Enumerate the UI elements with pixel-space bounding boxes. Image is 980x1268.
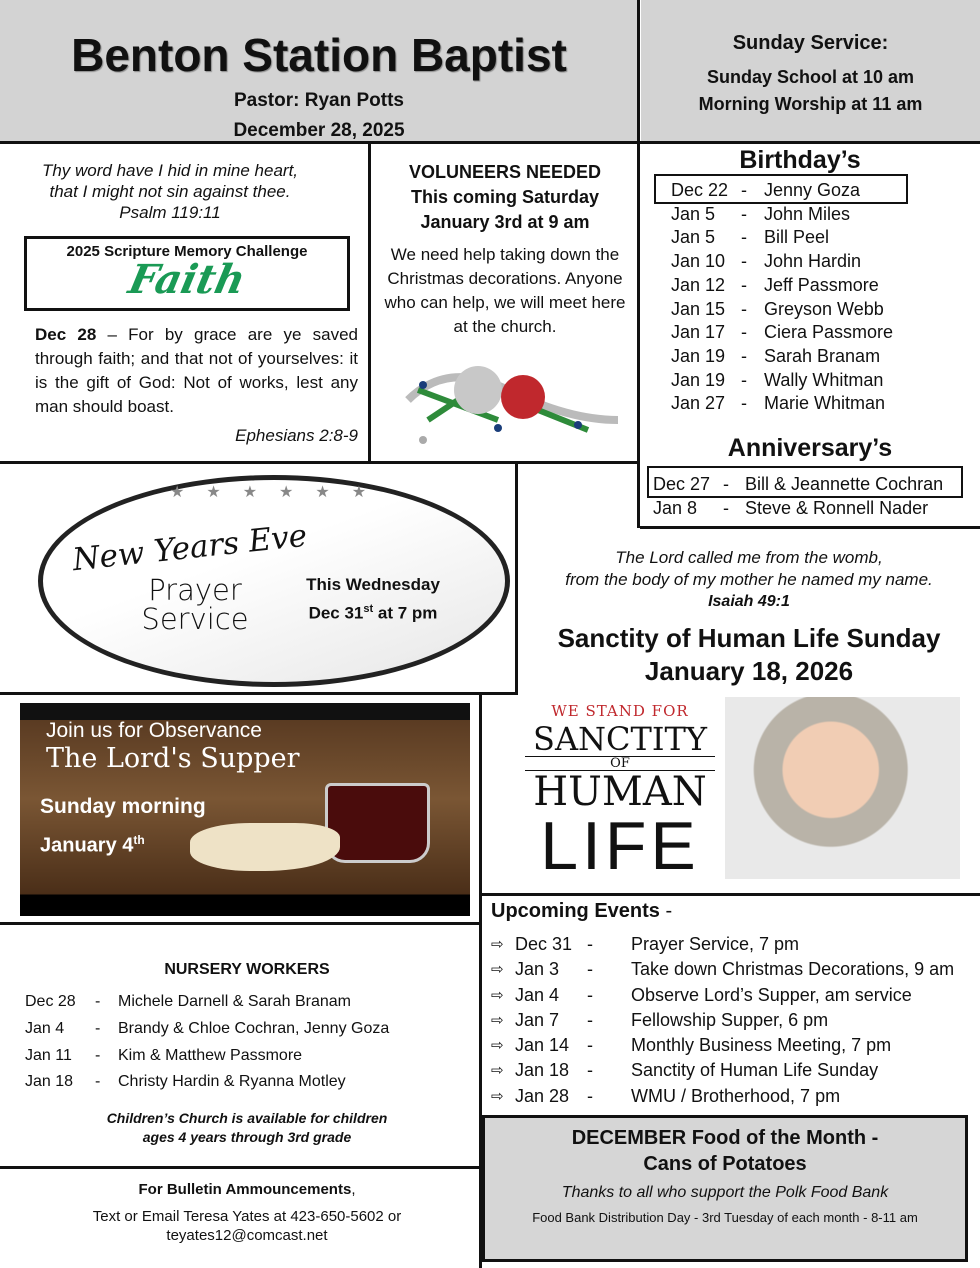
list-item <box>653 496 943 520</box>
list-item <box>491 932 954 957</box>
list-item <box>491 1058 954 1083</box>
list-item <box>671 345 893 369</box>
logo-of: OF <box>525 756 715 771</box>
list-item <box>653 472 943 496</box>
title-text: For Bulletin Ammouncements <box>138 1181 352 1198</box>
separator: - <box>741 274 747 295</box>
verse-line: Thy word have I hid in mine heart, <box>41 161 299 180</box>
separator: - <box>741 369 747 390</box>
date-suffix: th <box>133 833 145 847</box>
date-text: January 4 <box>40 834 134 857</box>
list-item <box>25 1043 389 1070</box>
service-times <box>641 0 980 141</box>
item-date: Jan 14 <box>515 1035 570 1056</box>
arrow-icon: ⇨ <box>491 1087 504 1105</box>
item-text: Brandy & Chloe Cochran, Jenny Goza <box>118 1019 390 1037</box>
verse-line: that I might not sin against thee. <box>49 182 291 201</box>
logo-human: HUMAN <box>533 769 707 815</box>
food-of-month <box>482 1115 968 1262</box>
divider <box>0 1166 480 1169</box>
sanctity-logo <box>515 702 725 884</box>
item-text: Marie Whitman <box>764 393 886 414</box>
item-date: Jan 28 <box>515 1085 570 1106</box>
date-text: Dec 31 <box>308 603 364 623</box>
prayer-service-title <box>120 573 270 636</box>
arrow-icon: ⇨ <box>491 1037 504 1055</box>
bread-icon <box>190 823 340 871</box>
church-title: Benton Station Baptist <box>71 29 567 81</box>
separator: - <box>741 251 747 272</box>
food-distribution: Food Bank Distribution Day - 3rd Tuesday of each month - 8-11 am <box>532 1210 918 1225</box>
list-item <box>671 226 893 250</box>
divider <box>0 922 480 925</box>
item-date: Jan 4 <box>515 984 560 1005</box>
divider <box>0 461 640 464</box>
item-text: John Miles <box>764 203 851 224</box>
item-text: Kim & Matthew Passmore <box>118 1046 303 1064</box>
separator: - <box>95 1046 101 1064</box>
lords-supper-image <box>20 703 470 916</box>
memory-challenge-box <box>24 236 350 311</box>
title-dash: - <box>659 900 673 922</box>
separator: - <box>587 984 593 1005</box>
nye-details <box>288 572 458 626</box>
birthday-list <box>671 179 893 416</box>
challenge-title: 2025 Scripture Memory Challenge <box>66 243 308 260</box>
item-text: Greyson Webb <box>764 298 884 319</box>
item-date: Jan 18 <box>515 1060 570 1081</box>
volunteers-day: This coming Saturday <box>410 187 600 207</box>
item-text: John Hardin <box>764 251 862 272</box>
bulletin-info <box>0 1180 494 1245</box>
cup-icon <box>325 783 430 863</box>
volunteers <box>372 160 638 339</box>
pastor: Pastor: Ryan Potts <box>234 90 404 111</box>
isaiah-line: The Lord called me from the womb, <box>615 548 883 567</box>
item-date: Jan 7 <box>515 1009 560 1030</box>
list-item <box>671 203 893 227</box>
item-date: Dec 31 <box>515 934 573 954</box>
item-text: Jenny Goza <box>764 180 861 200</box>
list-item <box>671 250 893 274</box>
item-date: Jan 4 <box>25 1019 65 1037</box>
list-item <box>671 369 893 393</box>
memory-text: – For by grace are ye saved through faith; and that not of yourselves: it is the gift of God: Not of works, lest any man should boast. <box>35 325 358 416</box>
item-text: Observe Lord’s Supper, am service <box>631 984 912 1005</box>
item-text: Fellowship Supper, 6 pm <box>631 1009 829 1030</box>
service-title: Sunday Service: <box>732 32 889 54</box>
supper-line3: Sunday morning <box>40 795 206 818</box>
events-list <box>491 932 954 1109</box>
separator: - <box>95 1019 101 1037</box>
isaiah-line: from the body of my mother he named my name. <box>565 570 933 589</box>
item-text: Jeff Passmore <box>764 274 879 295</box>
verse-ref: Psalm 119:11 <box>119 203 221 222</box>
separator: - <box>741 203 747 224</box>
upcoming-events <box>491 900 954 1109</box>
item-text: Christy Hardin & Ryanna Motley <box>118 1073 346 1091</box>
item-date: Jan 8 <box>653 498 698 518</box>
item-text: Sanctity of Human Life Sunday <box>631 1060 879 1081</box>
comma: , <box>351 1181 356 1198</box>
food-thanks: Thanks to all who support the Polk Food Bank <box>561 1184 889 1201</box>
isaiah-section <box>518 547 980 687</box>
separator: - <box>587 1035 593 1056</box>
supper-date <box>40 833 145 858</box>
nursery-list <box>25 989 389 1096</box>
logo-life: LIFE <box>540 808 700 884</box>
list-item <box>491 1008 954 1033</box>
supper-line2: The Lord's Supper <box>46 743 300 774</box>
arrow-icon: ⇨ <box>491 986 504 1004</box>
item-text: Wally Whitman <box>764 369 884 390</box>
arrow-icon: ⇨ <box>491 1062 504 1080</box>
arrow-icon: ⇨ <box>491 936 504 953</box>
bulletin-email: teyates12@comcast.net <box>166 1227 328 1244</box>
divider <box>368 142 371 464</box>
divider <box>0 141 980 144</box>
list-item <box>25 989 389 1016</box>
list-item <box>491 1033 954 1058</box>
separator: - <box>587 1009 593 1030</box>
list-item <box>671 298 893 322</box>
food-title: DECEMBER Food of the Month - <box>571 1127 879 1149</box>
item-text: Bill & Jeannette Cochran <box>745 474 944 494</box>
separator: - <box>95 993 101 1010</box>
supper-line1: Join us for Observance <box>46 719 262 742</box>
list-item <box>25 1069 389 1096</box>
food-item: Cans of Potatoes <box>643 1153 807 1175</box>
item-text: Michele Darnell & Sarah Branam <box>118 993 351 1010</box>
list-item <box>671 179 893 203</box>
item-text: Ciera Passmore <box>764 322 894 343</box>
nye-script-title: New Years Eve <box>70 517 309 579</box>
anniversary-list <box>653 472 943 520</box>
separator: - <box>741 345 747 366</box>
nye-when: This Wednesday <box>306 575 440 594</box>
separator: - <box>741 180 747 200</box>
separator: - <box>723 474 729 494</box>
anniversaries-title: Anniversary’s <box>727 434 893 462</box>
item-date: Jan 12 <box>671 274 726 295</box>
divider <box>640 526 980 529</box>
item-text: Take down Christmas Decorations, 9 am <box>631 959 955 980</box>
memory-date: Dec 28 <box>35 325 97 344</box>
list-item <box>491 1084 954 1109</box>
children-line: ages 4 years through 3rd grade <box>142 1129 352 1145</box>
time-text: at 7 pm <box>373 603 438 623</box>
list-item <box>671 274 893 298</box>
separator: - <box>741 393 747 414</box>
title-text: Upcoming Events <box>491 900 660 922</box>
separator: - <box>741 298 747 319</box>
birthdays-title: Birthday’s <box>739 146 861 174</box>
bulletin-contact: Text or Email Teresa Yates at 423-650-5602 or <box>92 1208 402 1225</box>
memory-ref: Ephesians 2:8-9 <box>235 426 358 445</box>
separator: - <box>741 227 747 248</box>
list-item <box>25 1016 389 1043</box>
separator: - <box>723 498 729 518</box>
arrow-icon: ⇨ <box>491 1011 504 1029</box>
stars-decoration: ★★★★★★ <box>170 484 389 501</box>
item-date: Dec 27 <box>653 474 711 494</box>
header <box>0 0 638 141</box>
logo-top: WE STAND FOR <box>551 702 689 720</box>
separator: - <box>587 934 593 954</box>
separator: - <box>587 1060 593 1081</box>
item-date: Jan 18 <box>25 1073 74 1091</box>
date-suffix: st <box>363 603 374 615</box>
children-line: Children’s Church is available for children <box>106 1110 388 1126</box>
list-item <box>491 957 954 982</box>
bulletin-title <box>0 1180 494 1199</box>
item-date: Jan 19 <box>671 369 726 390</box>
christmas-ornaments-image <box>388 340 624 450</box>
bulletin-date: December 28, 2025 <box>233 120 405 141</box>
list-item <box>671 321 893 345</box>
logo-sanctity: SANCTITY <box>533 720 707 758</box>
divider <box>480 893 980 896</box>
sunday-school: Sunday School at 10 am <box>706 67 915 87</box>
volunteers-body: We need help taking down the Christmas decorations. Anyone who can help, we will meet here at the church. <box>384 245 626 336</box>
item-date: Jan 15 <box>671 298 726 319</box>
nursery-title: NURSERY WORKERS <box>164 961 330 978</box>
item-text: WMU / Brotherhood, 7 pm <box>631 1085 841 1106</box>
item-date: Jan 19 <box>671 345 726 366</box>
item-text: Steve & Ronnell Nader <box>745 498 929 518</box>
events-title <box>491 900 954 923</box>
morning-worship: Morning Worship at 11 am <box>698 94 923 114</box>
item-text: Bill Peel <box>764 227 830 248</box>
nye-date <box>288 597 458 626</box>
psalm-verse <box>0 160 340 223</box>
item-date: Jan 17 <box>671 322 726 343</box>
sanctity-title: Sanctity of Human Life Sunday <box>557 623 941 653</box>
baby-photo <box>725 697 960 879</box>
prayer-word: Prayer <box>148 573 242 607</box>
item-date: Dec 28 <box>25 993 76 1010</box>
item-date: Dec 22 <box>671 180 729 200</box>
volunteers-title: VOLUNEERS NEEDED <box>408 162 602 182</box>
service-word: Service <box>141 602 249 636</box>
sanctity-date: January 18, 2026 <box>644 656 854 686</box>
divider <box>0 692 517 695</box>
childrens-church <box>0 1109 494 1147</box>
item-date: Jan 5 <box>671 203 716 224</box>
item-text: Monthly Business Meeting, 7 pm <box>631 1035 892 1056</box>
arrow-icon: ⇨ <box>491 961 504 979</box>
item-text: Sarah Branam <box>764 345 881 366</box>
item-text: Prayer Service, 7 pm <box>631 934 800 954</box>
challenge-word: Faith <box>124 256 250 303</box>
isaiah-ref: Isaiah 49:1 <box>708 593 790 610</box>
memory-verse <box>35 323 358 419</box>
list-item <box>491 983 954 1008</box>
item-date: Jan 10 <box>671 251 726 272</box>
separator: - <box>587 959 593 980</box>
separator: - <box>741 322 747 343</box>
separator: - <box>95 1073 101 1091</box>
volunteers-date: January 3rd at 9 am <box>420 212 590 232</box>
item-date: Jan 3 <box>515 959 560 980</box>
item-date: Jan 27 <box>671 393 726 414</box>
separator: - <box>587 1085 593 1106</box>
list-item <box>671 392 893 416</box>
item-date: Jan 11 <box>25 1046 72 1064</box>
item-date: Jan 5 <box>671 227 716 248</box>
